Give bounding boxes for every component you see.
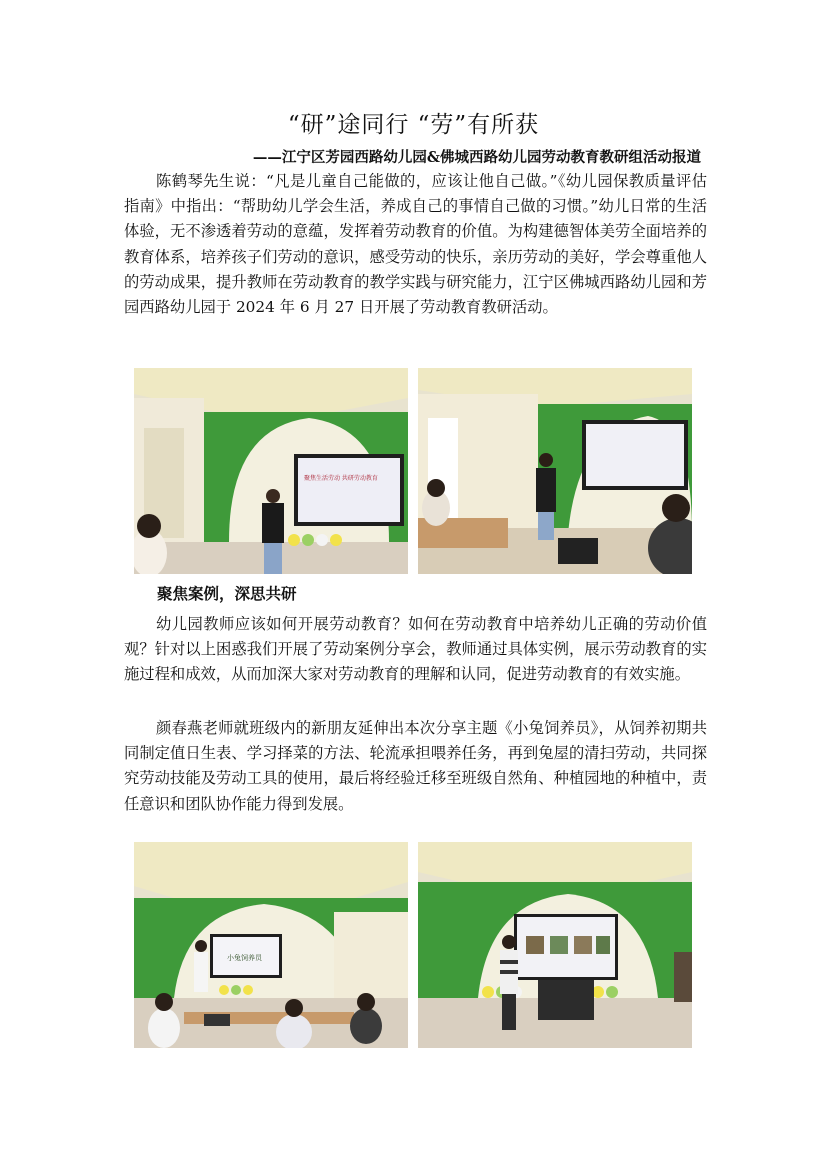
document-subtitle: ——江宁区芳园西路幼儿园&佛城西路幼儿园劳动教育教研组活动报道	[252, 149, 701, 166]
section-heading: 聚焦案例，深思共研	[157, 585, 297, 603]
photo-presentation-left	[134, 368, 408, 574]
paragraph-case-sharing: 幼儿园教师应该如何开展劳动教育？如何在劳动教育中培养幼儿正确的劳动价值观？针对以上困惑我们开展了劳动案例分享会，教师通过具体实例，展示劳动教育的实施过程和成效，从而加深大家对劳动教育的理解和认同，促进劳动教育的有效实施。	[124, 615, 707, 684]
photo-1-screen-text: 聚焦生活劳动 共研劳动教育	[304, 475, 378, 482]
photo-presentation-right	[418, 368, 692, 574]
document-title: “研”途同行 “劳”有所获	[287, 112, 540, 138]
photo-3-screen-text: 小兔饲养员	[227, 954, 262, 962]
intro-paragraph: 陈鹤琴先生说：“凡是儿童自己能做的，应该让他自己做。”《幼儿园保教质量评估指南》中指出：“帮助幼儿学会生活，养成自己的事情自己做的习惯。”幼儿日常的生活体验，无不渗透着劳动的意蕴，发挥着劳动教育的价值。为构建德智体美劳全面培养的教育体系，培养孩子们劳动的意识，感受劳动的快乐，亲历劳动的美好，学会尊重他人的劳动成果，提升教师在劳动教育的教学实践与研究能力，江宁区佛城西路幼儿园和芳园西路幼儿园于 2024 年 6 月 27 日开展了劳动教育教研活动。	[124, 172, 707, 317]
photo-rabbit-keeper-presentation	[418, 842, 692, 1048]
photo-case-sharing-room	[134, 842, 408, 1048]
paragraph-rabbit-keeper: 颜春燕老师就班级内的新朋友延伸出本次分享主题《小兔饲养员》，从饲养初期共同制定值日生表、学习择菜的方法、轮流承担喂养任务，再到兔屋的清扫劳动，共同探究劳动技能及劳动工具的使用，最后将经验迁移至班级自然角、种植园地的种植中，责任意识和团队协作能力得到发展。	[124, 719, 707, 813]
